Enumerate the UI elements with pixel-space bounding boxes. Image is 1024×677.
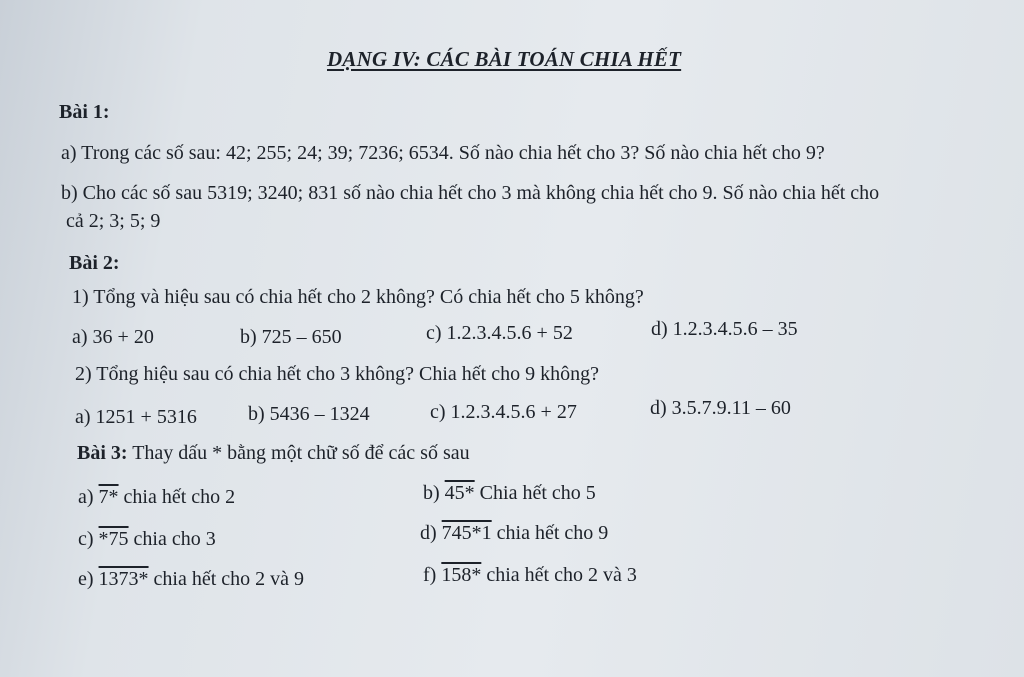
bai3-item-d-text: chia hết cho 9 [491,522,609,544]
bai3-intro-line [77,441,470,465]
bai3-item-d-label: d) [420,522,442,544]
bai1-heading: Bài 1: [59,101,110,123]
bai1-part-b-line1: b) Cho các số sau 5319; 3240; 831 số nào chia hết cho 3 mà không chia hết cho 9. Số nào chia hết cho [61,182,880,204]
bai3-item-d [420,521,608,545]
bai2-q2-item-a: a) 1251 + 5316 [75,406,197,428]
bai1-part-a: a) Trong các số sau: 42; 255; 24; 39; 7236; 6534. Số nào chia hết cho 3? Số nào chia hết cho 9? [61,142,825,164]
bai3-item-b-number: 45* [444,482,475,504]
bai2-q2-item-c: c) 1.2.3.4.5.6 + 27 [430,401,577,423]
bai3-item-f [423,563,637,587]
bai3-item-d-number: 745*1 [441,522,492,544]
bai3-item-f-text: chia hết cho 2 và 3 [481,564,637,586]
bai3-item-e-number: 1373* [98,568,149,590]
bai3-item-a-number: 7* [98,486,119,508]
bai2-q2-item-b: b) 5436 – 1324 [248,403,370,425]
bai3-item-c-label: c) [78,528,99,550]
page-title: DẠNG IV: CÁC BÀI TOÁN CHIA HẾT [327,47,682,71]
bai2-q2-item-d: d) 3.5.7.9.11 – 60 [650,397,791,419]
bai3-item-c [78,527,216,551]
bai2-q1-item-c: c) 1.2.3.4.5.6 + 52 [426,322,573,344]
bai3-item-a-text: chia hết cho 2 [118,486,236,508]
bai2-question-2: 2) Tổng hiệu sau có chia hết cho 3 không? Chia hết cho 9 không? [75,363,599,385]
bai3-item-e [78,567,304,591]
bai3-item-a-label: a) [78,486,99,508]
bai3-item-b-text: Chia hết cho 5 [474,482,596,504]
bai1-part-b-line2: cả 2; 3; 5; 9 [66,210,161,232]
bai2-q1-item-a: a) 36 + 20 [72,326,154,348]
bai3-item-b-label: b) [423,482,445,504]
bai3-item-e-text: chia hết cho 2 và 9 [148,568,305,590]
bai3-item-e-label: e) [78,568,99,590]
bai3-item-f-number: 158* [441,564,482,586]
bai3-intro: Thay dấu * bằng một chữ số để các số sau [127,442,470,464]
bai2-heading: Bài 2: [69,252,120,274]
bai3-item-a [78,485,235,509]
bai3-item-c-number: *75 [98,528,129,550]
bai3-item-c-text: chia cho 3 [128,528,216,550]
bai3-item-f-label: f) [423,564,442,586]
bai3-item-b [423,481,596,505]
bai3-heading: Bài 3: [77,442,128,464]
bai2-q1-item-d: d) 1.2.3.4.5.6 – 35 [651,318,798,340]
bai2-q1-item-b: b) 725 – 650 [240,326,342,348]
bai2-question-1: 1) Tổng và hiệu sau có chia hết cho 2 không? Có chia hết cho 5 không? [72,286,644,308]
